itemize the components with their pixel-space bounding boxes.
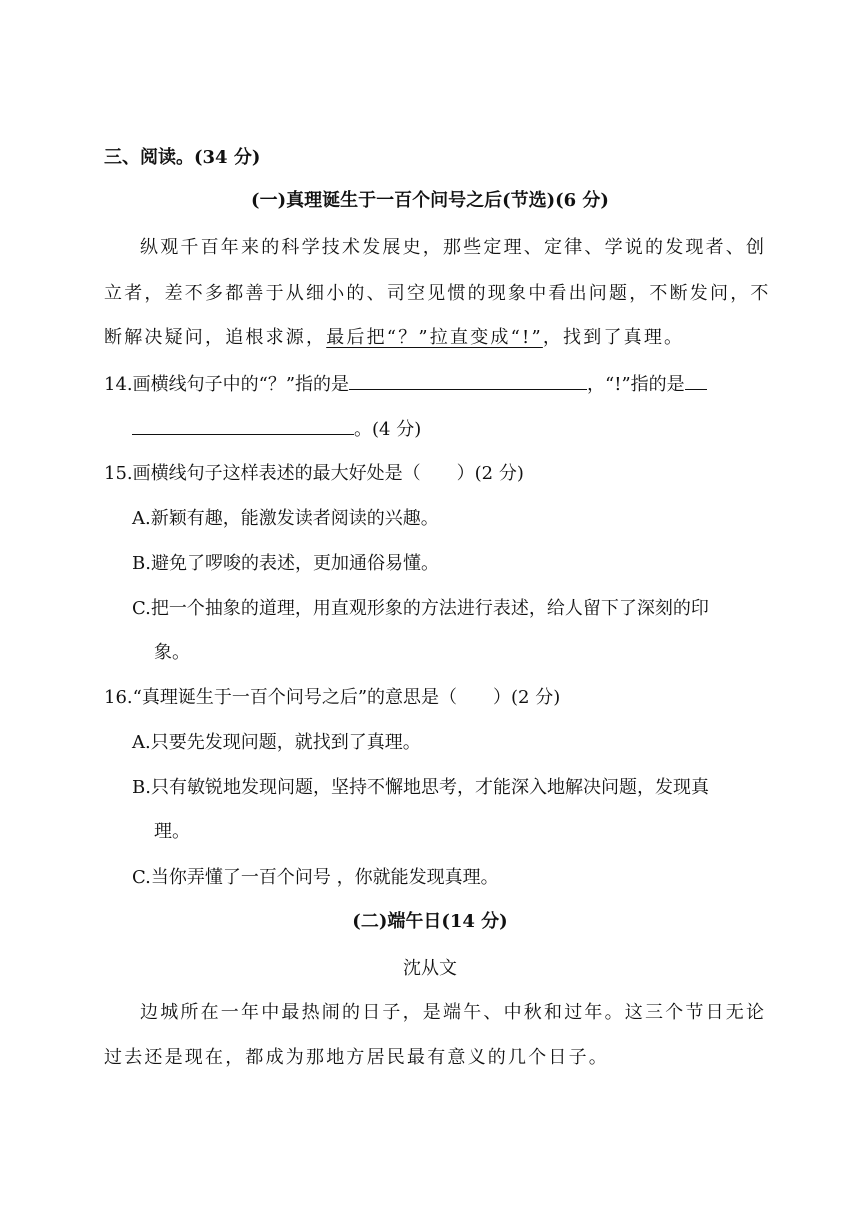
part2-title: (二)端午日(14 分) — [352, 911, 508, 932]
answer-blank-exclamation-start[interactable] — [685, 371, 707, 390]
question-14-part-a: 14.画横线句子中的“？”指的是 — [104, 374, 350, 395]
question-14-line2 — [132, 416, 780, 442]
question-14-part-c: 。(4 分) — [354, 419, 422, 440]
underlined-sentence: 最后把“？”拉直变成“!” — [326, 327, 543, 348]
answer-blank-exclamation[interactable] — [132, 416, 354, 435]
passage2-line1: 边城所在一年中最热闹的日子，是端午、中秋和过年。这三个节日无论 — [140, 1002, 767, 1023]
question-16-option-b[interactable]: B.只有敏锐地发现问题，坚持不懈地思考，才能深入地解决问题，发现真 — [132, 777, 709, 798]
passage1-line3-end: ，找到了真理。 — [542, 327, 685, 348]
passage2-line2: 过去还是现在，都成为那地方居民最有意义的几个日子。 — [104, 1047, 609, 1068]
question-14-line1 — [104, 371, 780, 397]
question-15-option-c-continued: 象。 — [154, 642, 190, 663]
question-16-option-b-continued: 理。 — [154, 821, 190, 842]
question-15-stem: 15.画横线句子这样表述的最大好处是（ ）(2 分) — [104, 463, 524, 484]
question-16-option-c[interactable]: C.当你弄懂了一百个问号 ，你就能发现真理。 — [132, 867, 499, 888]
question-15-option-a[interactable]: A.新颖有趣，能激发读者阅读的兴趣。 — [132, 508, 439, 529]
question-15-option-c[interactable]: C.把一个抽象的道理，用直观形象的方法进行表述，给人留下了深刻的印 — [132, 598, 709, 619]
passage1-line3-start: 断解决疑问，追根求源， — [104, 327, 327, 348]
question-14-part-b: ，“!”指的是 — [587, 374, 685, 395]
section-heading: 三、阅读。(34 分) — [104, 147, 261, 168]
part2-author: 沈从文 — [403, 958, 457, 979]
question-16-stem: 16.“真理诞生于一百个问号之后”的意思是（ ）(2 分) — [104, 687, 561, 708]
passage1-line1: 纵观千百年来的科学技术发展史，那些定理、定律、学说的发现者、创 — [140, 237, 767, 258]
answer-blank-question-mark[interactable] — [349, 371, 587, 390]
part1-title: (一)真理诞生于一百个问号之后(节选)(6 分) — [251, 190, 609, 211]
question-16-option-a[interactable]: A.只要先发现问题，就找到了真理。 — [132, 732, 421, 753]
passage1-line3 — [104, 326, 780, 350]
passage1-line2: 立者，差不多都善于从细小的、司空见惯的现象中看出问题，不断发问，不 — [104, 283, 771, 304]
question-15-option-b[interactable]: B.避免了啰唆的表述，更加通俗易懂。 — [132, 553, 439, 574]
